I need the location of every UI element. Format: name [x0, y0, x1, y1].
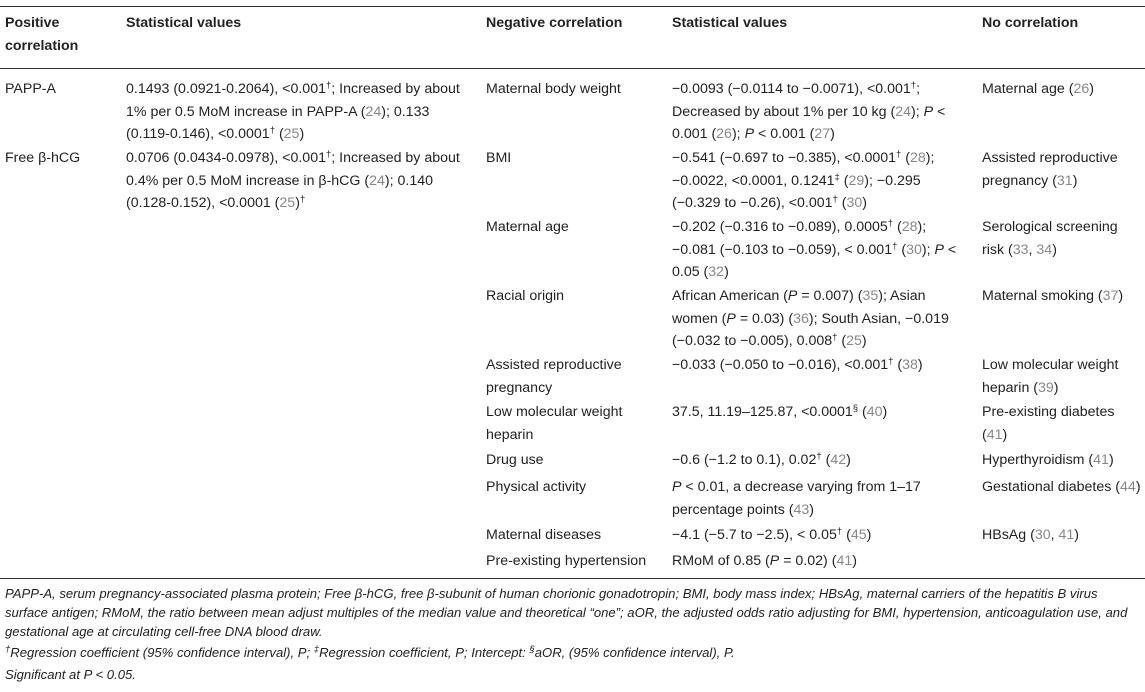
- positive-name: PAPP-A: [5, 81, 56, 97]
- no-correlation-item: Maternal age (26): [982, 81, 1094, 97]
- no-correlation-item: Assisted reproductive pregnancy (31): [982, 150, 1118, 189]
- negative-stats: RMoM of 0.85 (P = 0.02) (41): [672, 553, 857, 569]
- header-rule: [0, 68, 1145, 69]
- positive-name: Free β-hCG: [5, 150, 81, 166]
- negative-name: Assisted reproductive pregnancy: [486, 357, 622, 396]
- negative-stats: African American (P = 0.007) (35); Asian women (P = 0.03) (36); South Asian, −0.019 (−0.032 to −0.005), 0.008† (25): [672, 288, 949, 349]
- no-correlation-item: Maternal smoking (37): [982, 288, 1124, 304]
- negative-stats: −0.541 (−0.697 to −0.385), <0.0001† (28); −0.0022, <0.0001, 0.1241‡ (29); −0.295 (−0.329 to −0.26), <0.001† (30): [672, 149, 935, 211]
- header-no-correlation: No correlation: [982, 15, 1079, 31]
- table-bottom-rule: [0, 578, 1145, 579]
- positive-stats: 0.1493 (0.0921-0.2064), <0.001†; Increased by about 1% per 0.5 MoM increase in PAPP-A (24); 0.133 (0.119-0.146), <0.0001† (25): [126, 80, 460, 142]
- negative-stats: P < 0.01, a decrease varying from 1–17 percentage points (43): [672, 479, 921, 518]
- negative-stats: −4.1 (−5.7 to −2.5), < 0.05† (45): [672, 526, 872, 543]
- negative-name: Physical activity: [486, 479, 587, 495]
- footnote-symbols: †Regression coefficient (95% confidence interval), P; ‡Regression coefficient, P; Intercept: §aOR, (95% confidence interval), P.: [5, 644, 735, 660]
- no-correlation-item: Hyperthyroidism (41): [982, 452, 1114, 468]
- no-correlation-item: Gestational diabetes (44): [982, 479, 1141, 495]
- header-negative-correlation: Negative correlation: [486, 15, 623, 31]
- negative-name: Racial origin: [486, 288, 565, 304]
- negative-stats: 37.5, 11.19–125.87, <0.0001§ (40): [672, 403, 888, 420]
- no-correlation-item: HBsAg (30, 41): [982, 527, 1080, 543]
- negative-stats: −0.0093 (−0.0114 to −0.0071), <0.001†; Decreased by about 1% per 10 kg (24); P < 0.001 (26); P < 0.001 (27): [672, 80, 946, 142]
- negative-stats: −0.202 (−0.316 to −0.089), 0.0005† (28); −0.081 (−0.103 to −0.059), < 0.001† (30); P < 0.05 (32): [672, 218, 957, 280]
- negative-name: Low molecular weight heparin: [486, 404, 623, 443]
- no-correlation-item: Pre-existing diabetes (41): [982, 404, 1115, 443]
- negative-name: Maternal diseases: [486, 527, 602, 543]
- footnote-abbreviations: PAPP-A, serum pregnancy-associated plasma protein; Free β-hCG, free β-subunit of human chorionic gonadotropin; BMI, body mass index; HBsAg, maternal carriers of the hepatitis B virus surface antigen; RMoM, the ratio between mean adjust multiples of the median value and theoretical “one”; aOR, the adjusted odds ratio adjusting for BMI, hypertension, anticoagulation use, and gestational age at circulating cell-free DNA blood draw.: [5, 586, 1128, 640]
- no-correlation-item: Low molecular weight heparin (39): [982, 357, 1119, 396]
- positive-stats: 0.0706 (0.0434-0.0978), <0.001†; Increased by about 0.4% per 0.5 MoM increase in β-hCG (24); 0.140 (0.128-0.152), <0.0001 (25)†: [126, 149, 460, 211]
- negative-stats: −0.6 (−1.2 to 0.1), 0.02† (42): [672, 451, 851, 468]
- negative-name: Maternal age: [486, 219, 569, 235]
- negative-stats: −0.033 (−0.050 to −0.016), <0.001† (38): [672, 356, 923, 373]
- header-statistical-values-positive: Statistical values: [126, 15, 242, 31]
- header-positive-correlation: Positive correlation: [5, 15, 79, 54]
- negative-name: Pre-existing hypertension: [486, 553, 647, 569]
- negative-name: Drug use: [486, 452, 544, 468]
- table-top-rule: [0, 6, 1145, 7]
- footnote-significance: Significant at P < 0.05.: [5, 667, 136, 682]
- no-correlation-item: Serological screening risk (33, 34): [982, 219, 1118, 258]
- negative-name: Maternal body weight: [486, 81, 621, 97]
- negative-name: BMI: [486, 150, 512, 166]
- header-statistical-values-negative: Statistical values: [672, 15, 788, 31]
